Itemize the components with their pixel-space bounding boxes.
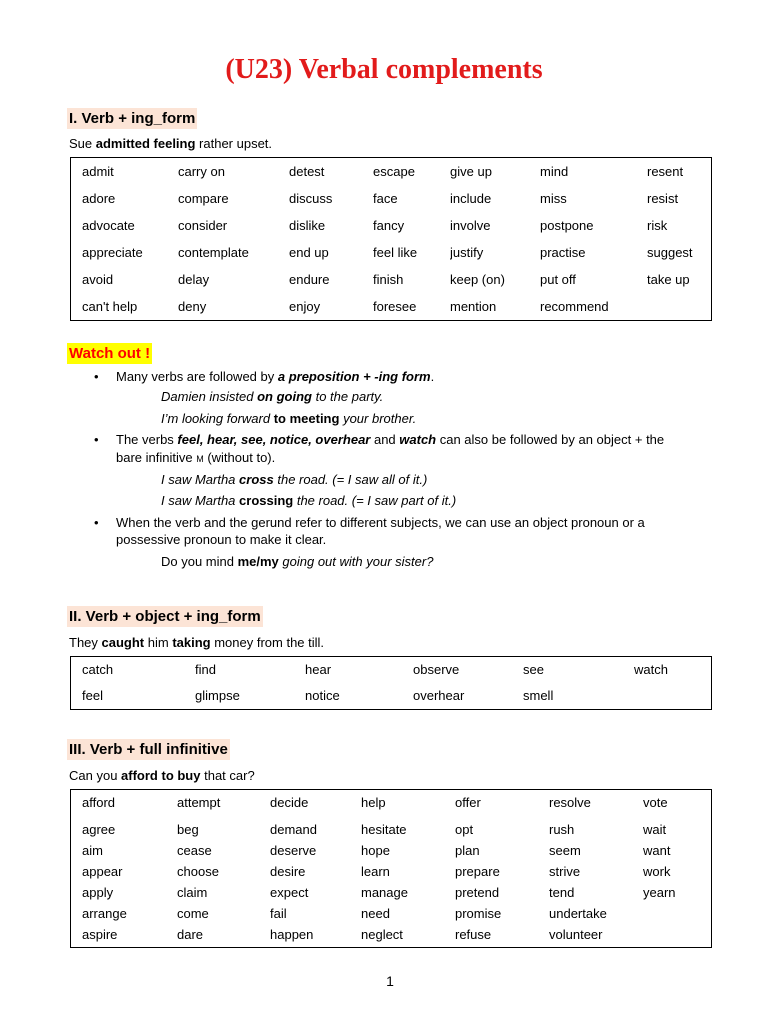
table-row <box>82 683 711 709</box>
bullet-icon <box>94 432 104 448</box>
verb-cell: include <box>450 191 492 206</box>
verb-cell: find <box>195 662 216 677</box>
verb-cell: attempt <box>177 795 221 810</box>
text-run: him <box>144 635 173 650</box>
verb-cell: involve <box>450 218 491 233</box>
verb-cell: deny <box>178 299 207 314</box>
bullet-item <box>116 432 664 448</box>
verb-cell: expect <box>270 885 309 900</box>
emphasis-text: feel, hear, see, notice, overhear <box>177 432 371 447</box>
bullet-icon <box>94 515 104 531</box>
emphasis-text: the road. (= I saw all of it.) <box>273 472 428 487</box>
verb-cell: overhear <box>413 688 465 703</box>
verb-cell: neglect <box>361 927 403 942</box>
text-run: money from the till. <box>210 635 325 650</box>
example-sentence <box>69 635 324 651</box>
emphasis-text: I saw Martha <box>161 493 240 508</box>
verb-cell: refuse <box>455 927 492 942</box>
verb-cell: prepare <box>455 864 500 879</box>
emphasis-text: the road. (= I saw part of it.) <box>293 493 457 508</box>
verb-cell: practise <box>540 245 586 260</box>
verb-cell: glimpse <box>195 688 240 703</box>
verb-cell: tend <box>549 885 575 900</box>
verb-cell: aim <box>82 843 103 858</box>
verb-cell: rush <box>549 822 575 837</box>
verb-cell: endure <box>289 272 330 287</box>
verb-cell: cease <box>177 843 212 858</box>
text-run: can also be followed by an object + the <box>436 432 665 447</box>
verb-cell: mention <box>450 299 497 314</box>
verb-cell: fancy <box>373 218 405 233</box>
bullet-text <box>116 432 664 447</box>
table-row <box>82 924 711 945</box>
verb-cell: resent <box>647 164 684 179</box>
verb-cell: hope <box>361 843 390 858</box>
table-row <box>82 293 711 320</box>
table-row <box>82 840 711 861</box>
table-row <box>82 657 711 683</box>
text-run: The verbs <box>116 432 178 447</box>
verb-cell: hear <box>305 662 332 677</box>
verb-cell: end up <box>289 245 329 260</box>
verb-cell: delay <box>178 272 210 287</box>
text-run: Can you <box>69 768 122 783</box>
emphasis-text: taking <box>172 635 211 650</box>
emphasis-text: admitted feeling <box>95 136 196 151</box>
verb-cell: desire <box>270 864 306 879</box>
bullet-text-continued <box>116 532 326 548</box>
verb-cell: come <box>177 906 209 921</box>
emphasis-text: afford to buy <box>121 768 201 783</box>
bullet-icon <box>94 369 104 385</box>
verb-cell: strive <box>549 864 581 879</box>
example-sentence <box>69 136 272 152</box>
verb-cell: postpone <box>540 218 594 233</box>
usage-example <box>161 389 383 405</box>
verb-cell: volunteer <box>549 927 603 942</box>
table-row <box>82 819 711 840</box>
verb-cell: plan <box>455 843 480 858</box>
emphasis-text: caught <box>101 635 145 650</box>
section-heading-full-infinitive: III. Verb + full infinitive <box>69 741 228 758</box>
usage-example <box>161 472 427 488</box>
table-row <box>82 882 711 903</box>
verb-cell: learn <box>361 864 390 879</box>
verb-cell: beg <box>177 822 199 837</box>
verb-cell: recommend <box>540 299 609 314</box>
verb-cell: keep (on) <box>450 272 505 287</box>
bullet-item <box>116 369 434 385</box>
emphasis-text: going out with your sister? <box>278 554 434 569</box>
table-row <box>82 861 711 882</box>
usage-example <box>161 493 456 509</box>
verb-cell: appreciate <box>82 245 143 260</box>
verb-cell: discuss <box>289 191 333 206</box>
section-heading-verb-ing: I. Verb + ing_form <box>69 110 196 127</box>
emphasis-text: me/my <box>237 554 279 569</box>
verb-cell: fail <box>270 906 287 921</box>
table-row <box>82 212 711 239</box>
verb-cell: pretend <box>455 885 500 900</box>
verb-table-ing-form <box>70 157 712 321</box>
verb-table-object-ing-form <box>70 656 712 710</box>
verb-cell: manage <box>361 885 408 900</box>
emphasis-text: watch <box>399 432 437 447</box>
verb-cell: apply <box>82 885 114 900</box>
bullet-text-continued <box>116 450 275 467</box>
verb-cell: catch <box>82 662 114 677</box>
emphasis-text: M <box>196 454 204 464</box>
verb-cell: take up <box>647 272 690 287</box>
verb-cell: yearn <box>643 885 676 900</box>
bullet-item <box>116 515 645 531</box>
verb-cell: feel <box>82 688 103 703</box>
usage-example <box>161 411 416 427</box>
emphasis-text: a preposition + -ing form <box>277 369 431 384</box>
verb-cell: need <box>361 906 390 921</box>
text-run: rather upset. <box>195 136 273 151</box>
verb-cell: hesitate <box>361 822 407 837</box>
emphasis-text: cross <box>239 472 274 487</box>
text-run: They <box>69 635 102 650</box>
verb-cell: appear <box>82 864 123 879</box>
page-number: 1 <box>386 973 394 989</box>
section-heading-verb-object-ing: II. Verb + object + ing_form <box>69 608 261 625</box>
emphasis-text: Damien insisted <box>161 389 258 404</box>
text-run: Sue <box>69 136 96 151</box>
verb-cell: dislike <box>289 218 326 233</box>
usage-example <box>161 554 433 570</box>
verb-cell: wait <box>643 822 667 837</box>
table-row <box>82 266 711 293</box>
verb-cell: arrange <box>82 906 127 921</box>
text-run: Do you mind <box>161 554 238 569</box>
verb-table-full-infinitive <box>70 789 712 948</box>
verb-cell: risk <box>647 218 668 233</box>
bullet-text <box>116 515 645 530</box>
verb-cell: give up <box>450 164 492 179</box>
verb-cell: foresee <box>373 299 417 314</box>
table-row <box>82 239 711 266</box>
verb-cell: justify <box>450 245 484 260</box>
table-row <box>82 185 711 212</box>
verb-cell: advocate <box>82 218 135 233</box>
verb-cell: decide <box>270 795 309 810</box>
verb-cell: want <box>643 843 671 858</box>
verb-cell: offer <box>455 795 481 810</box>
verb-cell: watch <box>634 662 668 677</box>
verb-cell: escape <box>373 164 415 179</box>
verb-cell: choose <box>177 864 219 879</box>
emphasis-text: to the party. <box>311 389 384 404</box>
watch-out-label: Watch out ! <box>69 345 151 362</box>
emphasis-text: I’m looking forward <box>161 411 274 426</box>
text-run: Many verbs are followed by <box>116 369 278 384</box>
text-run: When the verb and the gerund refer to different subjects, we can use an object pronoun or a <box>116 515 645 530</box>
example-sentence <box>69 768 255 784</box>
verb-cell: carry on <box>178 164 225 179</box>
text-run: bare infinitive <box>116 450 197 465</box>
verb-cell: finish <box>373 272 404 287</box>
verb-cell: smell <box>523 688 554 703</box>
verb-cell: work <box>643 864 671 879</box>
verb-cell: happen <box>270 927 314 942</box>
verb-cell: suggest <box>647 245 693 260</box>
verb-cell: resolve <box>549 795 591 810</box>
verb-cell: dare <box>177 927 204 942</box>
verb-cell: face <box>373 191 398 206</box>
verb-cell: can't help <box>82 299 138 314</box>
text-run: (without to). <box>203 450 276 465</box>
verb-cell: seem <box>549 843 581 858</box>
verb-cell: deserve <box>270 843 317 858</box>
table-row <box>82 903 711 924</box>
emphasis-text: I saw Martha <box>161 472 240 487</box>
emphasis-text: your brother. <box>339 411 417 426</box>
emphasis-text: crossing <box>239 493 294 508</box>
verb-cell: compare <box>178 191 229 206</box>
verb-cell: undertake <box>549 906 607 921</box>
verb-cell: put off <box>540 272 576 287</box>
verb-cell: miss <box>540 191 567 206</box>
verb-cell: agree <box>82 822 116 837</box>
page-title: (U23) Verbal complements <box>225 54 543 85</box>
verb-cell: opt <box>455 822 474 837</box>
emphasis-text: on going <box>257 389 312 404</box>
text-run: . <box>430 369 435 384</box>
verb-cell: consider <box>178 218 228 233</box>
table-row <box>82 790 711 816</box>
text-run: and <box>370 432 400 447</box>
emphasis-text: to meeting <box>273 411 340 426</box>
verb-cell: adore <box>82 191 116 206</box>
verb-cell: vote <box>643 795 668 810</box>
verb-cell: feel like <box>373 245 418 260</box>
verb-cell: promise <box>455 906 502 921</box>
bullet-text <box>116 369 434 384</box>
text-run: possessive pronoun to make it clear. <box>116 532 327 547</box>
verb-cell: enjoy <box>289 299 321 314</box>
verb-cell: aspire <box>82 927 118 942</box>
verb-cell: avoid <box>82 272 114 287</box>
verb-cell: observe <box>413 662 460 677</box>
verb-cell: demand <box>270 822 317 837</box>
verb-cell: mind <box>540 164 569 179</box>
verb-cell: admit <box>82 164 114 179</box>
table-row <box>82 158 711 185</box>
verb-cell: detest <box>289 164 325 179</box>
verb-cell: afford <box>82 795 116 810</box>
verb-cell: see <box>523 662 544 677</box>
verb-cell: notice <box>305 688 340 703</box>
verb-cell: claim <box>177 885 208 900</box>
text-run: that car? <box>200 768 255 783</box>
verb-cell: resist <box>647 191 679 206</box>
verb-cell: help <box>361 795 386 810</box>
verb-cell: contemplate <box>178 245 249 260</box>
